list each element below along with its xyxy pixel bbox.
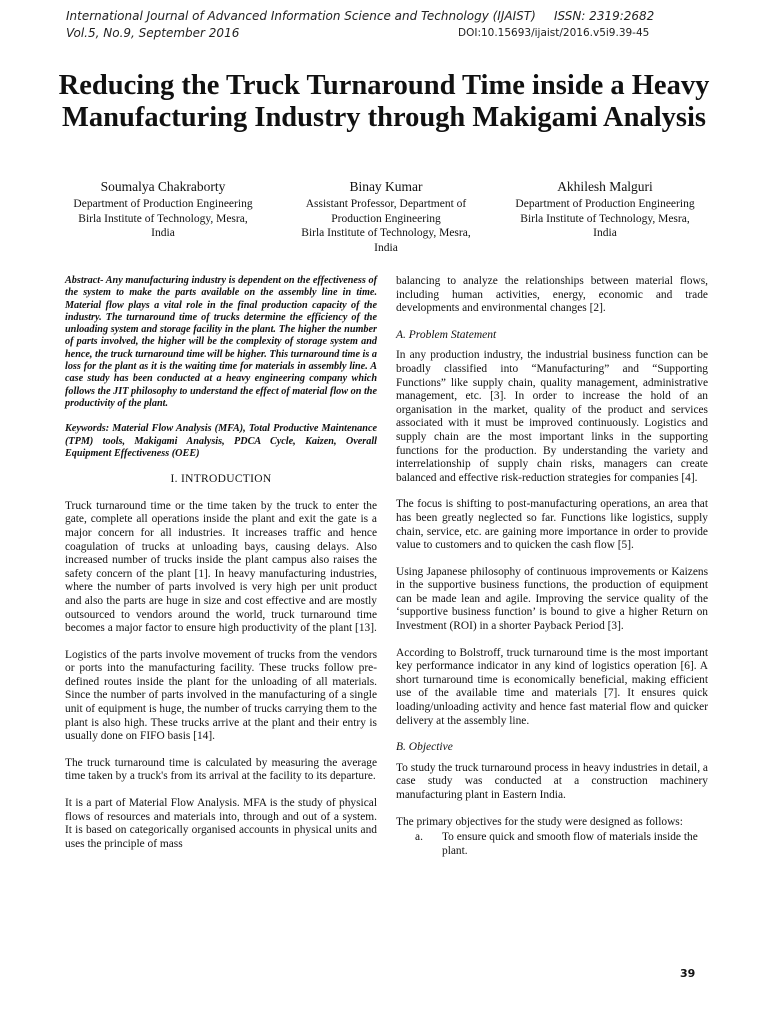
paragraph: According to Bolstroff, truck turnaround time is the most important key performance indicator in any kind of logistics operation [6]. A short turnaround time is economically beneficial, making efficient use of the available time and materials [7]. It ensures quick loading/unloading activity and hence fast material flow and quicker delivery at the assembly line. [396, 646, 708, 727]
author-3 [494, 178, 716, 241]
paragraph: Using Japanese philosophy of continuous improvements or Kaizens in the supportive business functions, the production of equipment can be made lean and agile. Improving the service quality of the ‘supportive business function’ is bound to give a higher Return on Investment (ROI) in a shorter Payback Period [3]. [396, 565, 708, 633]
journal-name: International Journal of Advanced Information Science and Technology (IJAIST) [66, 9, 536, 23]
paper-title: Reducing the Truck Turnaround Time inside a Heavy Manufacturing Industry through Makigami Analysis [58, 70, 710, 133]
author-affiliation: Production Engineering [331, 212, 441, 225]
page-number: 39 [680, 967, 696, 980]
author-name: Soumalya Chakraborty [100, 179, 226, 194]
issn: ISSN: 2319:2682 [554, 9, 655, 23]
issue-header [66, 26, 702, 41]
author-affiliation: India [593, 227, 617, 239]
paragraph: It is a part of Material Flow Analysis. MFA is the study of physical flows of resources and materials into, through and out of a system. It is based on categorically organised accounts in physical units and uses the principle of mass [65, 797, 377, 850]
journal-header [66, 9, 702, 24]
paragraph: The primary objectives for the study were designed as follows: [396, 815, 683, 828]
author-affiliation: Birla Institute of Technology, Mesra, [520, 212, 690, 225]
list-item [396, 831, 708, 858]
right-column [396, 275, 708, 858]
list-text: To ensure quick and smooth flow of materials inside the plant. [442, 831, 698, 857]
list-marker: a. [415, 831, 423, 844]
paragraph: To study the truck turnaround process in heavy industries in detail, a case study was conducted at a construction machinery manufacturing plant in Eastern India. [396, 761, 708, 801]
left-column [65, 275, 377, 864]
author-1 [52, 178, 274, 241]
paragraph: Truck turnaround time or the time taken by the truck to enter the gate, complete all operations inside the plant and exit the gate is a major concern for all industries. It increases traffic and hence coagulation of trucks at unloading bays, causing delays. Also increased number of trucks inside the plant campus also raises the safety concern of the plant [1]. In heavy manufacturing industries, where the number of parts involved is very high per unit product and also the parts are huge in size and cost effective and are mostly outsourced to vendors around the world, truck turnaround time becomes a major factor to ensure high productivity of the plant [13]. [65, 499, 377, 635]
author-2 [278, 178, 494, 255]
author-affiliation: India [374, 241, 398, 254]
author-name: Binay Kumar [349, 179, 423, 194]
keywords: Keywords: Material Flow Analysis (MFA), Total Productive Maintenance (TPM) tools, Makigami Analysis, PDCA Cycle, Kaizen, Overall Equipment Effectiveness (OEE) [65, 423, 377, 459]
author-affiliation: Birla Institute of Technology, Mesra, [301, 227, 471, 239]
paragraph: The focus is shifting to post-manufacturing operations, an area that has been greatly neglected so far. Functions like logistics, supply chain, service, etc. are gaining more importance in order to provide value to customers and to quicken the cash flow [5]. [396, 498, 708, 552]
author-affiliation: India [151, 227, 175, 239]
paragraph: balancing to analyze the relationships between material flows, including human activities, energy, economic and trade developments and environmental changes [2]. [396, 275, 708, 315]
section-heading: I. INTRODUCTION [170, 473, 272, 486]
doi: DOI:10.15693/ijaist/2016.v5i9.39-45 [458, 27, 650, 39]
paragraph: In any production industry, the industrial business function can be broadly classified into “Manufacturing” and “Supporting Functions” like supply chain, quality management, administrative management, etc. [3]. In order to increase the hold of an organisation in the market, quality of the product and services associated with it must be improved continuously. Logistics and supply chain are the most important links in the supporting functions for the production. By understanding the variety and interrelationship of supply chain risks, managers can create balanced and effective risk-reduction strategies for companies [4]. [396, 349, 708, 484]
subsection-heading: A. Problem Statement [396, 328, 497, 341]
paragraph: The truck turnaround time is calculated by measuring the average time taken by a truck's from its arrival at the facility to its departure. [65, 756, 377, 783]
author-affiliation: Department of Production Engineering [73, 198, 253, 210]
author-name: Akhilesh Malguri [557, 179, 653, 194]
author-affiliation: Department of Production Engineering [515, 198, 695, 210]
volume-info: Vol.5, No.9, September 2016 [66, 26, 240, 40]
author-affiliation: Assistant Professor, Department of [305, 198, 467, 210]
paragraph: Logistics of the parts involve movement of trucks from the vendors or ports into the manufacturing facility. These trucks follow pre-defined routes inside the plant for the unloading of all materials. Since the number of parts involved in the manufacturing of a single unit of equipment is huge, the number of trucks carrying them to the plant is also high. These trucks arrive at the plant and their entry is usually done on FIFO basis [14]. [65, 648, 377, 743]
author-affiliation: Birla Institute of Technology, Mesra, [78, 212, 248, 225]
subsection-heading: B. Objective [396, 741, 453, 754]
abstract: Abstract- Any manufacturing industry is dependent on the effectiveness of the system to make the parts available on the assembly line in time. Material flow plays a vital role in the final production capacity of the industry. The turnaround time of trucks determine the efficiency of the unloading system and storage facility in the plant. The higher the number of parts involved, the higher will be the complexity of storage system and hence, the truck turnaround time will be higher. This turnaround time is a loss for the plant as it is the waiting time for materials in assembly line. A case study has been conducted at a heavy engineering company which follows the JIT philosophy to understand the effect of material flow on the productivity of the plant. [65, 275, 377, 409]
